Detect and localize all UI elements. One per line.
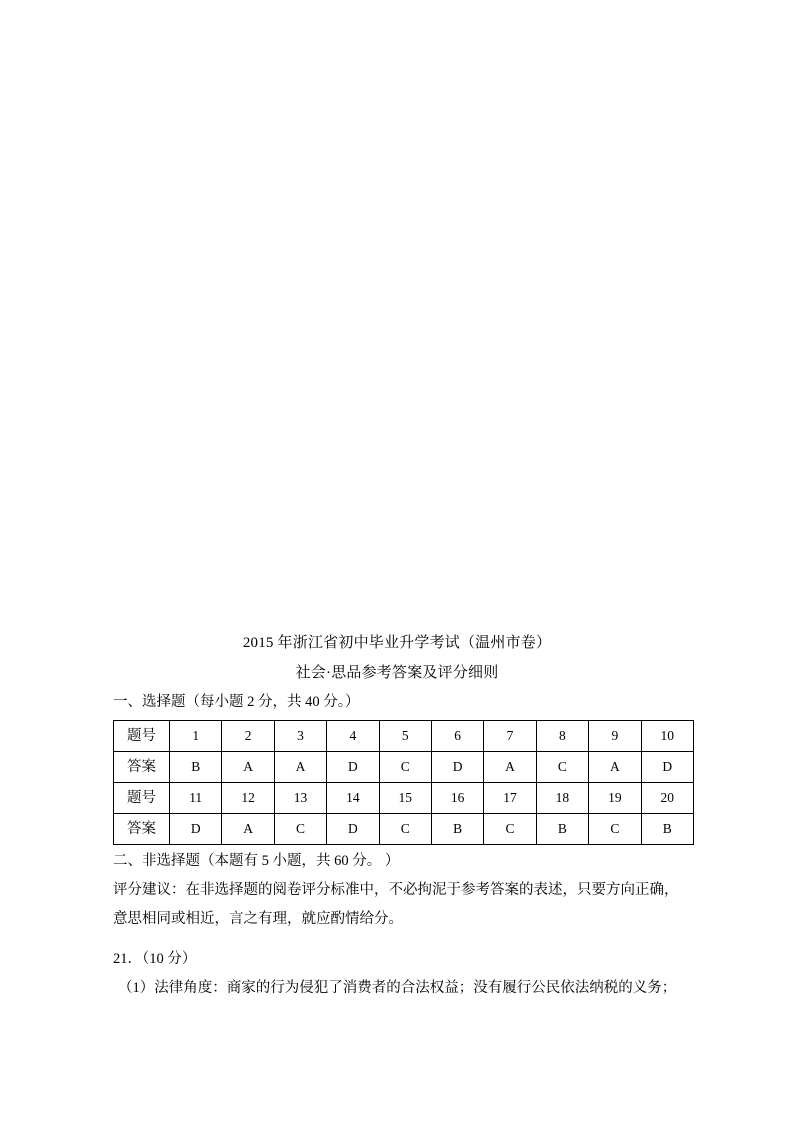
answer-cell: A	[222, 814, 274, 845]
answer-cell: C	[274, 814, 326, 845]
section-two-heading: 二、非选择题（本题有 5 小题，共 60 分。 ）	[113, 853, 400, 869]
answer-cell: B	[641, 814, 693, 845]
table-row	[114, 783, 694, 814]
question-number-cell: 17	[484, 783, 536, 814]
question-number-cell: 7	[484, 721, 536, 752]
document-content	[0, 628, 794, 1003]
section-one-heading: 一、选择题（每小题 2 分，共 40 分。）	[113, 694, 360, 710]
row-header-number: 题号	[114, 783, 170, 814]
question-number-cell: 5	[379, 721, 431, 752]
table-row	[114, 721, 694, 752]
answer-table-container	[0, 720, 794, 845]
answer-cell: D	[170, 814, 222, 845]
question-number-cell: 6	[431, 721, 483, 752]
question-number-cell: 19	[589, 783, 641, 814]
question-number-cell: 13	[274, 783, 326, 814]
question-21-heading: 21．（10 分）	[113, 951, 197, 967]
answer-cell: A	[222, 752, 274, 783]
answer-cell: A	[274, 752, 326, 783]
answer-cell: B	[170, 752, 222, 783]
answer-cell: C	[484, 814, 536, 845]
question-number-cell: 2	[222, 721, 274, 752]
row-header-answer: 答案	[114, 814, 170, 845]
answer-cell: D	[327, 814, 379, 845]
grading-note-line-1: 评分建议：在非选择题的阅卷评分标准中，不必拘泥于参考答案的表述，只要方向正确，	[113, 882, 679, 898]
question-number-cell: 20	[641, 783, 693, 814]
answer-cell: B	[431, 814, 483, 845]
answer-cell: C	[589, 814, 641, 845]
question-number-cell: 9	[589, 721, 641, 752]
answer-cell: B	[536, 814, 588, 845]
answer-cell: C	[379, 814, 431, 845]
answer-cell: A	[484, 752, 536, 783]
question-number-cell: 18	[536, 783, 588, 814]
question-number-cell: 8	[536, 721, 588, 752]
answer-cell: D	[641, 752, 693, 783]
answer-key-table	[113, 720, 694, 845]
table-row	[114, 814, 694, 845]
question-number-cell: 11	[170, 783, 222, 814]
answer-cell: D	[327, 752, 379, 783]
answer-cell: D	[431, 752, 483, 783]
document-title: 2015 年浙江省初中毕业升学考试（温州市卷）	[242, 635, 552, 651]
question-number-cell: 12	[222, 783, 274, 814]
document-subtitle: 社会·思品参考答案及评分细则	[295, 665, 499, 681]
question-number-cell: 4	[327, 721, 379, 752]
question-number-cell: 15	[379, 783, 431, 814]
question-number-cell: 10	[641, 721, 693, 752]
table-row	[114, 752, 694, 783]
question-number-cell: 16	[431, 783, 483, 814]
answer-table-body	[114, 721, 694, 845]
row-header-answer: 答案	[114, 752, 170, 783]
question-number-cell: 3	[274, 721, 326, 752]
answer-cell: C	[536, 752, 588, 783]
grading-note-line-2: 意思相同或相近，言之有理，就应酌情给分。	[113, 911, 403, 927]
question-number-cell: 14	[327, 783, 379, 814]
answer-cell: C	[379, 752, 431, 783]
question-number-cell: 1	[170, 721, 222, 752]
row-header-number: 题号	[114, 721, 170, 752]
question-21-part-1: （1）法律角度：商家的行为侵犯了消费者的合法权益；没有履行公民依法纳税的义务；	[118, 980, 677, 996]
answer-cell: A	[589, 752, 641, 783]
